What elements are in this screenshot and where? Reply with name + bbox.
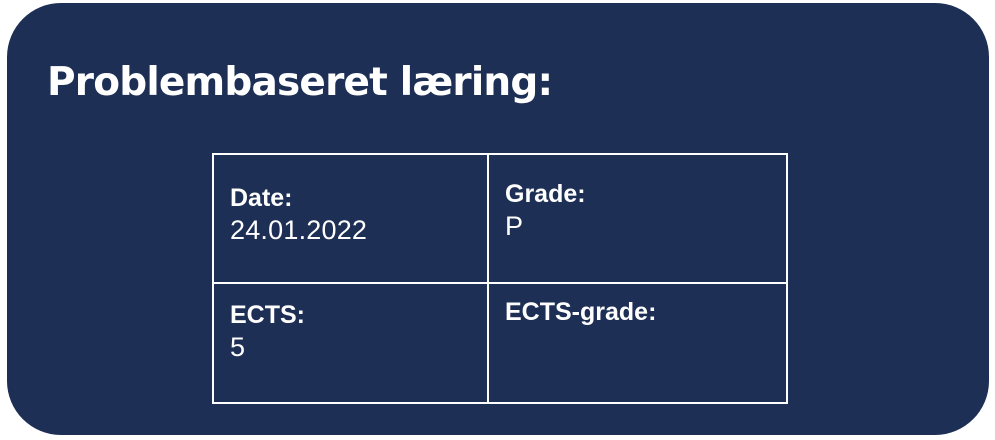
course-card — [7, 3, 989, 435]
date-value: 24.01.2022 — [230, 215, 368, 245]
grade-value: P — [505, 211, 524, 241]
ects-cell — [213, 283, 488, 403]
grade-cell — [488, 154, 787, 283]
date-label: Date: — [230, 184, 293, 212]
table-row — [213, 154, 787, 283]
grade-label: Grade: — [505, 180, 586, 208]
ects-value: 5 — [230, 332, 246, 362]
course-title: Problembaseret læring: — [47, 60, 553, 105]
ects-label: ECTS: — [230, 301, 305, 329]
date-cell — [213, 154, 488, 283]
ects-grade-label: ECTS-grade: — [505, 298, 657, 326]
course-info-table — [212, 153, 788, 404]
ects-grade-cell — [488, 283, 787, 403]
table-row — [213, 283, 787, 403]
